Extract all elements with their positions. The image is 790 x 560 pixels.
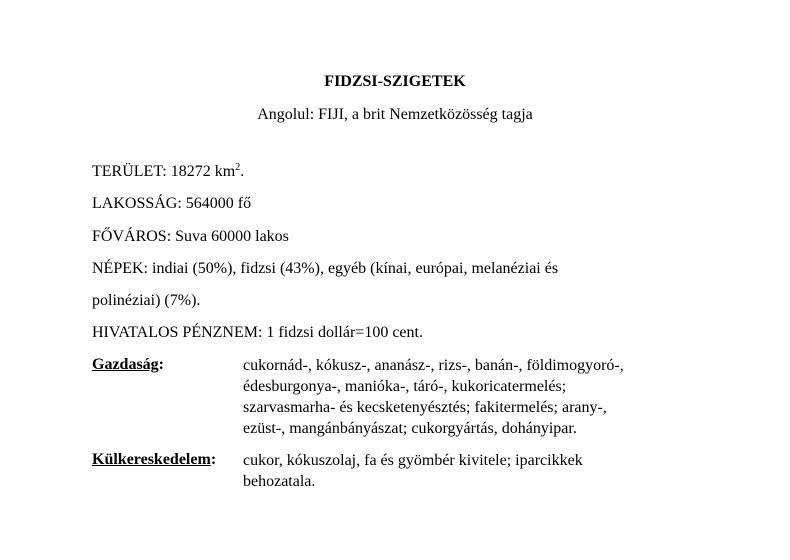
trade-line: cukor, kókuszolaj, fa és gyömbér kivitele; iparcikkek (243, 452, 583, 469)
page-subtitle: Angolul: FIJI, a brit Nemzetközösség tagja (257, 106, 533, 123)
peoples-fact-line-1: NÉPEK: indiai (50%), fidzsi (43%), egyéb (kínai, európai, melanéziai és (92, 260, 559, 277)
area-text: TERÜLET: 18272 km (92, 163, 236, 180)
trade-label-text: Külkereskedelem (92, 451, 211, 468)
population-fact: LAKOSSÁG: 564000 fő (92, 195, 252, 212)
area-suffix: . (240, 163, 245, 180)
area-fact (92, 162, 244, 182)
peoples-fact-line-2: polinéziai) (7%). (92, 292, 201, 309)
trade-label-colon: : (210, 451, 217, 468)
economy-label-colon: : (158, 356, 164, 373)
currency-fact: HIVATALOS PÉNZNEM: 1 fidzsi dollár=100 cent. (92, 324, 423, 341)
trade-line: behozatala. (243, 473, 316, 490)
economy-line: édesburgonya-, manióka-, táró-, kukoricatermelés; (243, 378, 567, 395)
economy-label-text: Gazdaság (92, 356, 159, 373)
economy-line: cukornád-, kókusz-, ananász-, rizs-, banán-, földimogyoró-, (243, 357, 624, 374)
economy-label (92, 355, 164, 375)
area-superscript: 2 (235, 162, 241, 173)
page-title: FIDZSI-SZIGETEK (324, 73, 466, 90)
trade-label (92, 450, 216, 470)
economy-text (243, 355, 624, 439)
economy-line: ezüst-, mangánbányászat; cukorgyártás, dohányipar. (243, 420, 577, 437)
trade-text (243, 450, 583, 492)
capital-fact: FŐVÁROS: Suva 60000 lakos (92, 228, 289, 245)
economy-line: szarvasmarha- és kecsketenyésztés; fakitermelés; arany-, (243, 399, 607, 416)
